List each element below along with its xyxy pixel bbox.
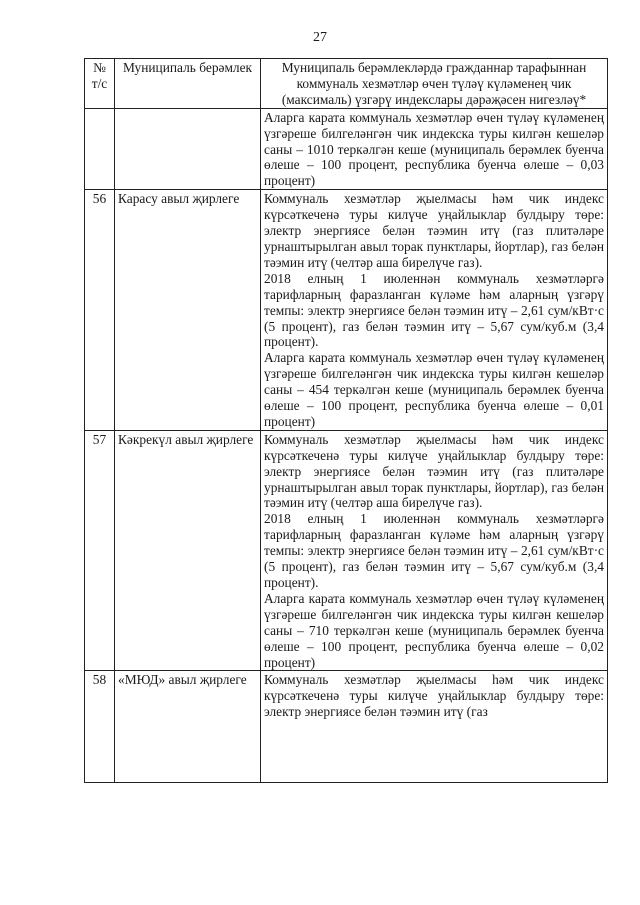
cell-number: 56 bbox=[85, 190, 115, 431]
paragraph-tariffs: 2018 елның 1 июленнән коммуналь хезмәтләргә тарифларның фаразланган күләме һәм аларның үзгәрү темпы: электр энергиясе белән тәэмин итү – 2,61 сум/кВт·с (5 процент), газ белән тәэмин итү – 5,67 сум/куб.м (3,4 процент). bbox=[264, 270, 604, 350]
table-row-58 bbox=[85, 671, 608, 783]
cell-municipality: Кәкрекүл авыл җирлеге bbox=[115, 430, 261, 671]
paragraph-services: Коммуналь хезмәтләр җыелмасы һәм чик индекс күрсәткеченә туры килүче уңайлыклар булдыру төре: электр энергиясе белән тәэмин итү (газ плитәләре урнаштырылган авыл торак пунктлары, йортлар), газ белән тәэмин итү (челтәр аша бирелүче газ). bbox=[264, 431, 604, 511]
paragraph-services: Коммуналь хезмәтләр җыелмасы һәм чик индекс күрсәткеченә туры килүче уңайлыклар булдыру төре: электр энергиясе белән тәэмин итү (газ плитәләре урнаштырылган авыл торак пунктлары, йортлар), газ белән тәэмин итү (челтәр аша бирелүче газ). bbox=[264, 191, 604, 270]
header-description: Муниципаль берәмлекләрдә гражданнар тарафыннан коммуналь хезмәтләр өчен түләү күләменең чик (максималь) үзгәрү индекслары дәрәҗәсен нигезләү* bbox=[261, 59, 608, 109]
header-number: № т/с bbox=[85, 59, 115, 109]
cell-municipality bbox=[115, 108, 261, 190]
table-row-continuation bbox=[85, 108, 608, 190]
cell-number: 57 bbox=[85, 430, 115, 671]
table-row-56 bbox=[85, 190, 608, 431]
municipal-index-table bbox=[84, 58, 608, 783]
cell-description bbox=[261, 671, 608, 783]
cell-description bbox=[261, 190, 608, 431]
cell-municipality: «МЮД» авыл җирлеге bbox=[115, 671, 261, 783]
cell-municipality: Карасу авыл җирлеге bbox=[115, 190, 261, 431]
header-municipality: Муниципаль берәмлек bbox=[115, 59, 261, 109]
cell-description: Аларга карата коммуналь хезмәтләр өчен түләү күләменең үзгәреше билгеләнгән чик индекска туры килгән кешеләр саны – 1010 теркәлгән кеше (муниципаль берәмлек буенча өлеше – 100 процент, республика буенча өлеше – 0,03 процент) bbox=[261, 108, 608, 190]
paragraph-population: Аларга карата коммуналь хезмәтләр өчен түләү күләменең үзгәреше билгеләнгән чик индекска туры килгән кешеләр саны – 710 теркәлгән кеше (муниципаль берәмлек буенча өлеше – 100 процент, республика буенча өлеше – 0,02 процент) bbox=[264, 590, 604, 670]
cell-number bbox=[85, 108, 115, 190]
page-number: 27 bbox=[313, 30, 327, 45]
cell-number: 58 bbox=[85, 671, 115, 783]
paragraph-services: Коммуналь хезмәтләр җыелмасы һәм чик индекс күрсәткеченә туры килүче уңайлыклар булдыру төре: электр энергиясе белән тәэмин итү (газ bbox=[264, 672, 604, 720]
table-header-row bbox=[85, 59, 608, 109]
paragraph-tariffs: 2018 елның 1 июленнән коммуналь хезмәтләргә тарифларның фаразланган күләме һәм аларның үзгәрү темпы: электр энергиясе белән тәэмин итү – 2,61 сум/кВт·с (5 процент), газ белән тәэмин итү – 5,67 сум/куб.м (3,4 процент). bbox=[264, 511, 604, 590]
cell-description bbox=[261, 430, 608, 671]
table-row-57 bbox=[85, 430, 608, 671]
paragraph-population: Аларга карата коммуналь хезмәтләр өчен түләү күләменең үзгәреше билгеләнгән чик индекска туры килгән кешеләр саны – 454 теркәлгән кеше (муниципаль берәмлек буенча өлеше – 100 процент, республика буенча өлеше – 0,01 процент) bbox=[264, 350, 604, 429]
